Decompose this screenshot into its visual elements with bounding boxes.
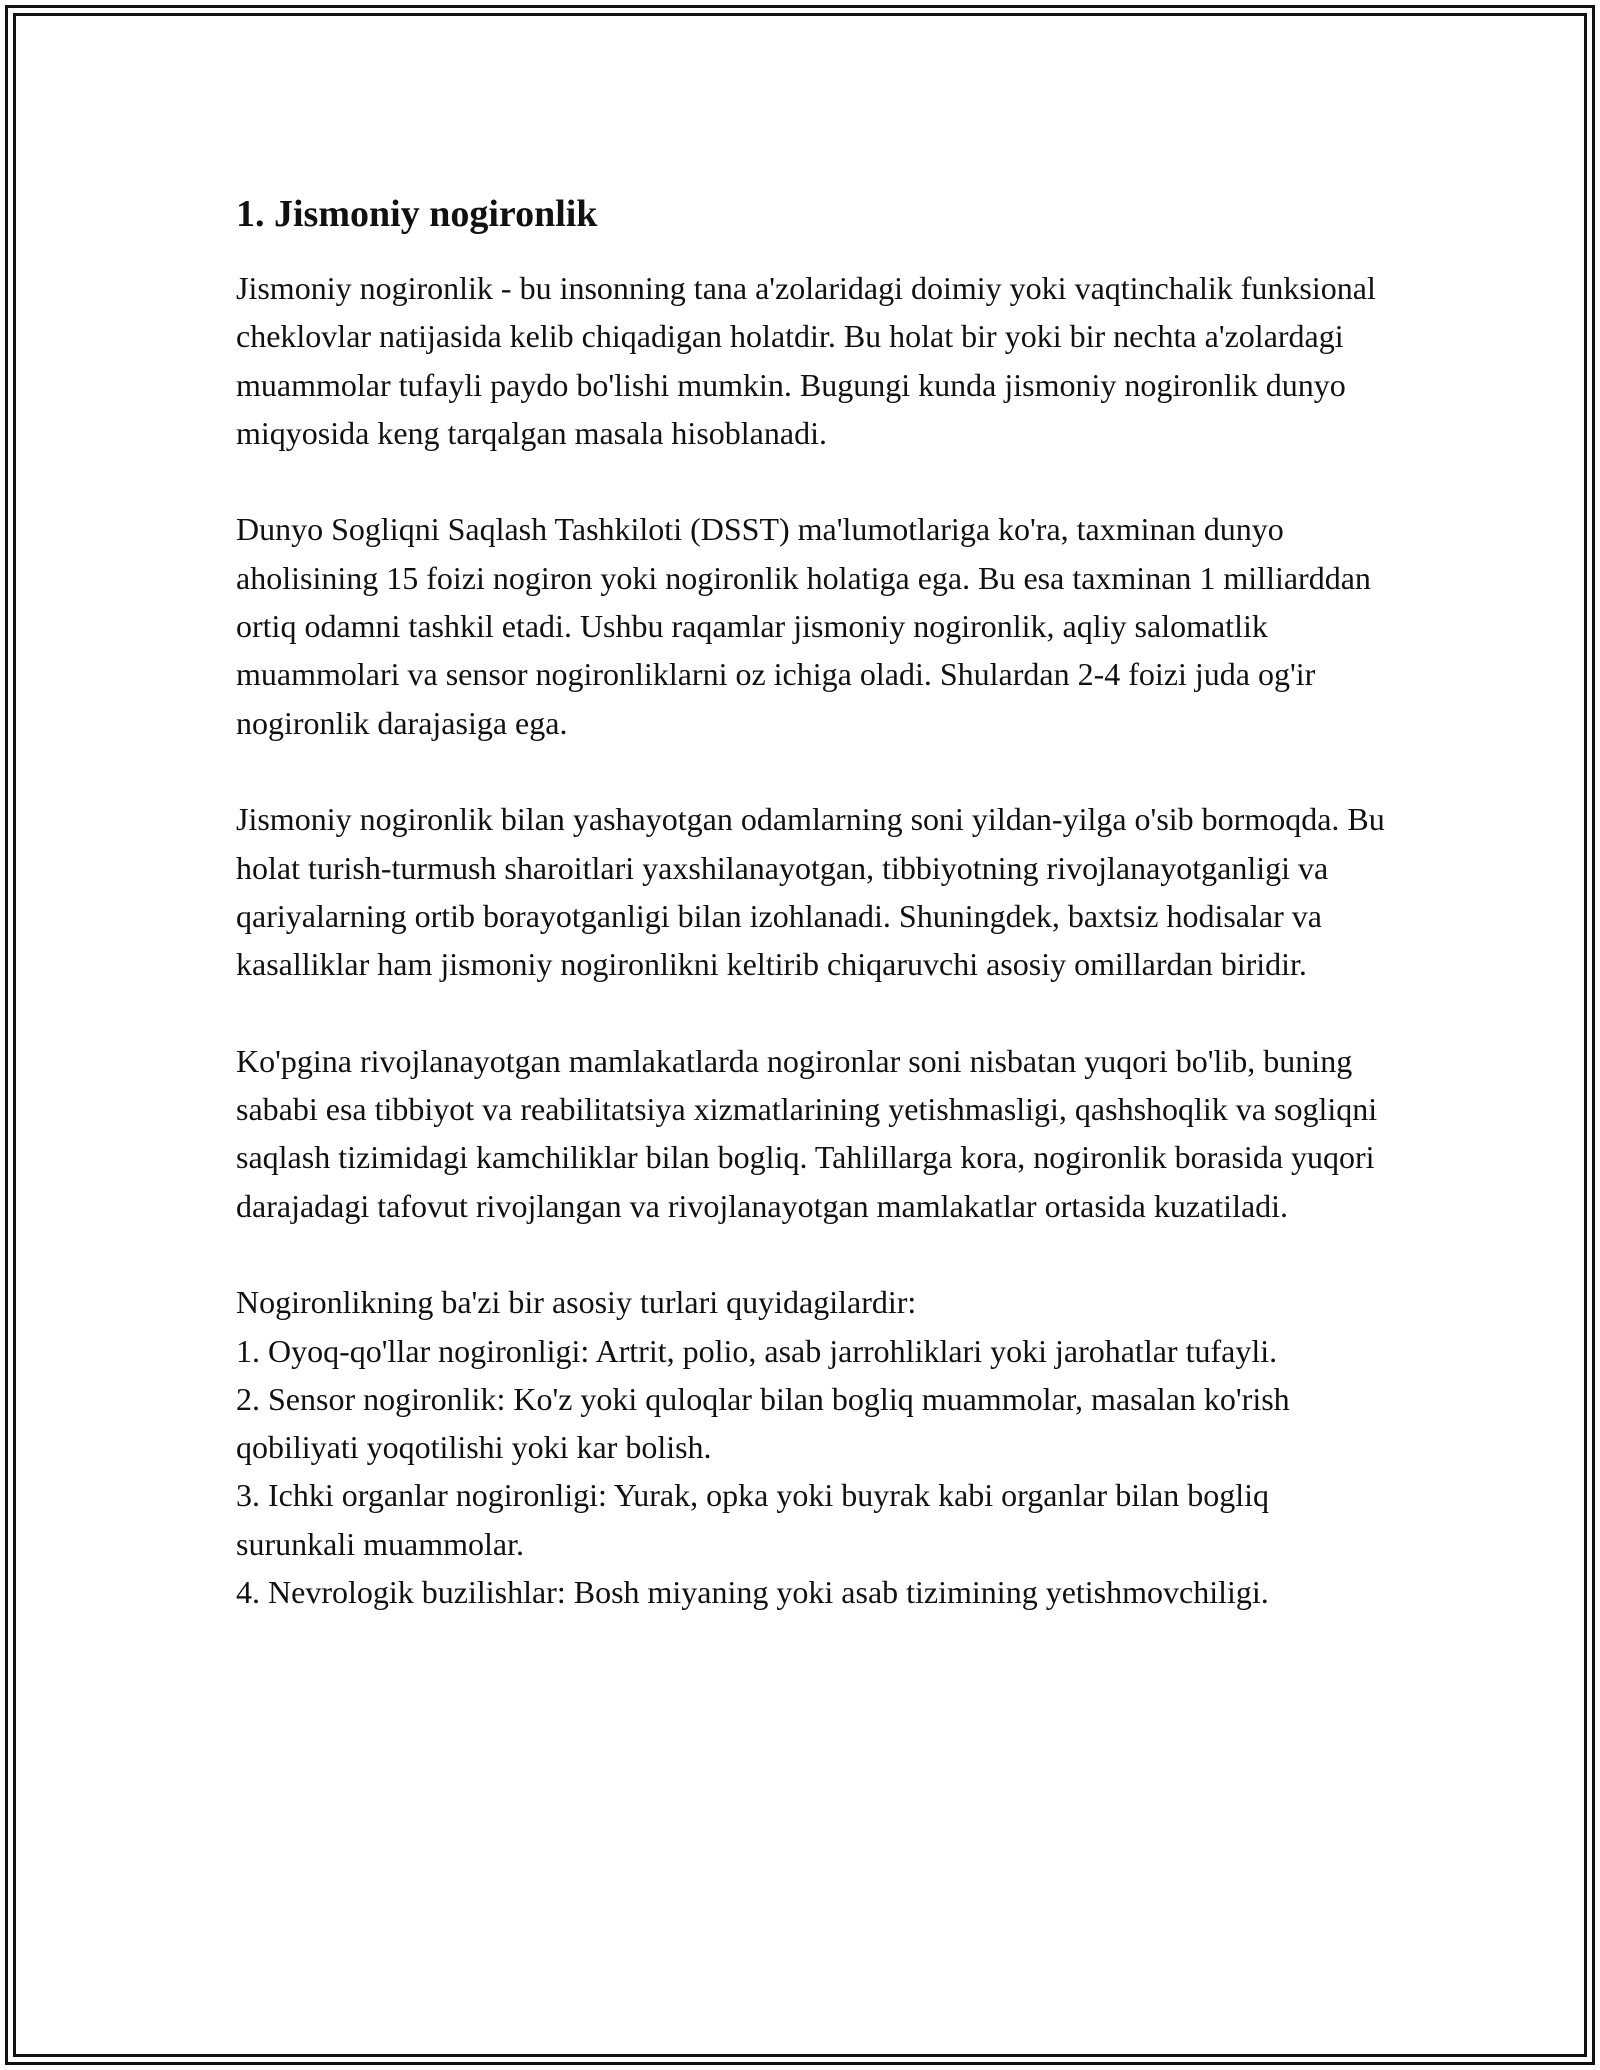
paragraph-developing-countries: Ko'pgina rivojlanayotgan mamlakatlarda nogironlar soni nisbatan yuqori bo'lib, buning sababi esa tibbiyot va reabilitatsiya xizmatlarining yetishmasligi, qashshoqlik va sogliqni saqlash tizimidagi kamchiliklar bilan bogliq. Tahlillarga kora, nogironlik borasida yuqori darajadagi tafovut rivojlangan va rivojlanayotgan mamlakatlar ortasida kuzatiladi.	[236, 1042, 1378, 1224]
paragraph-growth: Jismoniy nogironlik bilan yashayotgan odamlarning soni yildan-yilga o'sib bormoqda. Bu holat turish-turmush sharoitlari yaxshilanayotgan, tibbiyotning rivojlanayotganligi va qariyalarning ortib borayotganligi bilan izohlanadi. Shuningdek, baxtsiz hodisalar va kasalliklar ham jismoniy nogironlikni keltirib chiqaruvchi asosiy omillardan biridir.	[236, 801, 1385, 983]
list-intro: Nogironlikning ba'zi bir asosiy turlari quyidagilardir:	[236, 1284, 917, 1321]
paragraph-definition: Jismoniy nogironlik - bu insonning tana a'zolaridagi doimiy yoki vaqtinchalik funksional cheklovlar natijasida kelib chiqadigan holatdir. Bu holat bir yoki bir nechta a'zolardagi muammolar tufayli paydo bo'lishi mumkin. Bugungi kunda jismoniy nogironlik dunyo miqyosida keng tarqalgan masala hisoblanadi.	[236, 270, 1376, 451]
document-body	[236, 188, 1386, 1616]
disability-types-list	[236, 1327, 1386, 1617]
paragraph-statistics: Dunyo Sogliqni Saqlash Tashkiloti (DSST) ma'lumotlariga ko'ra, taxminan dunyo aholisining 15 foizi nogiron yoki nogironlik holatiga ega. Bu esa taxminan 1 milliarddan ortiq odamni tashkil etadi. Ushbu raqamlar jismoniy nogironlik, aqliy salomatlik muammolari va sensor nogironliklarni oz ichiga oladi. Shulardan 2-4 foizi juda og'ir nogironlik darajasiga ega.	[236, 511, 1371, 741]
section-heading: 1. Jismoniy nogironlik	[236, 193, 598, 235]
list-item: 2. Sensor nogironlik: Ko'z yoki quloqlar bilan bogliq muammolar, masalan ko'rish qobiliyati yoqotilishi yoki kar bolish.	[236, 1380, 1290, 1466]
list-item: 3. Ichki organlar nogironligi: Yurak, opka yoki buyrak kabi organlar bilan bogliq surunkali muammolar.	[236, 1477, 1269, 1562]
list-item: 4. Nevrologik buzilishlar: Bosh miyaning yoki asab tizimining yetishmovchiligi.	[236, 1574, 1269, 1611]
list-item: 1. Oyoq-qo'llar nogironligi: Artrit, polio, asab jarrohliklari yoki jarohatlar tufayli.	[236, 1332, 1278, 1369]
